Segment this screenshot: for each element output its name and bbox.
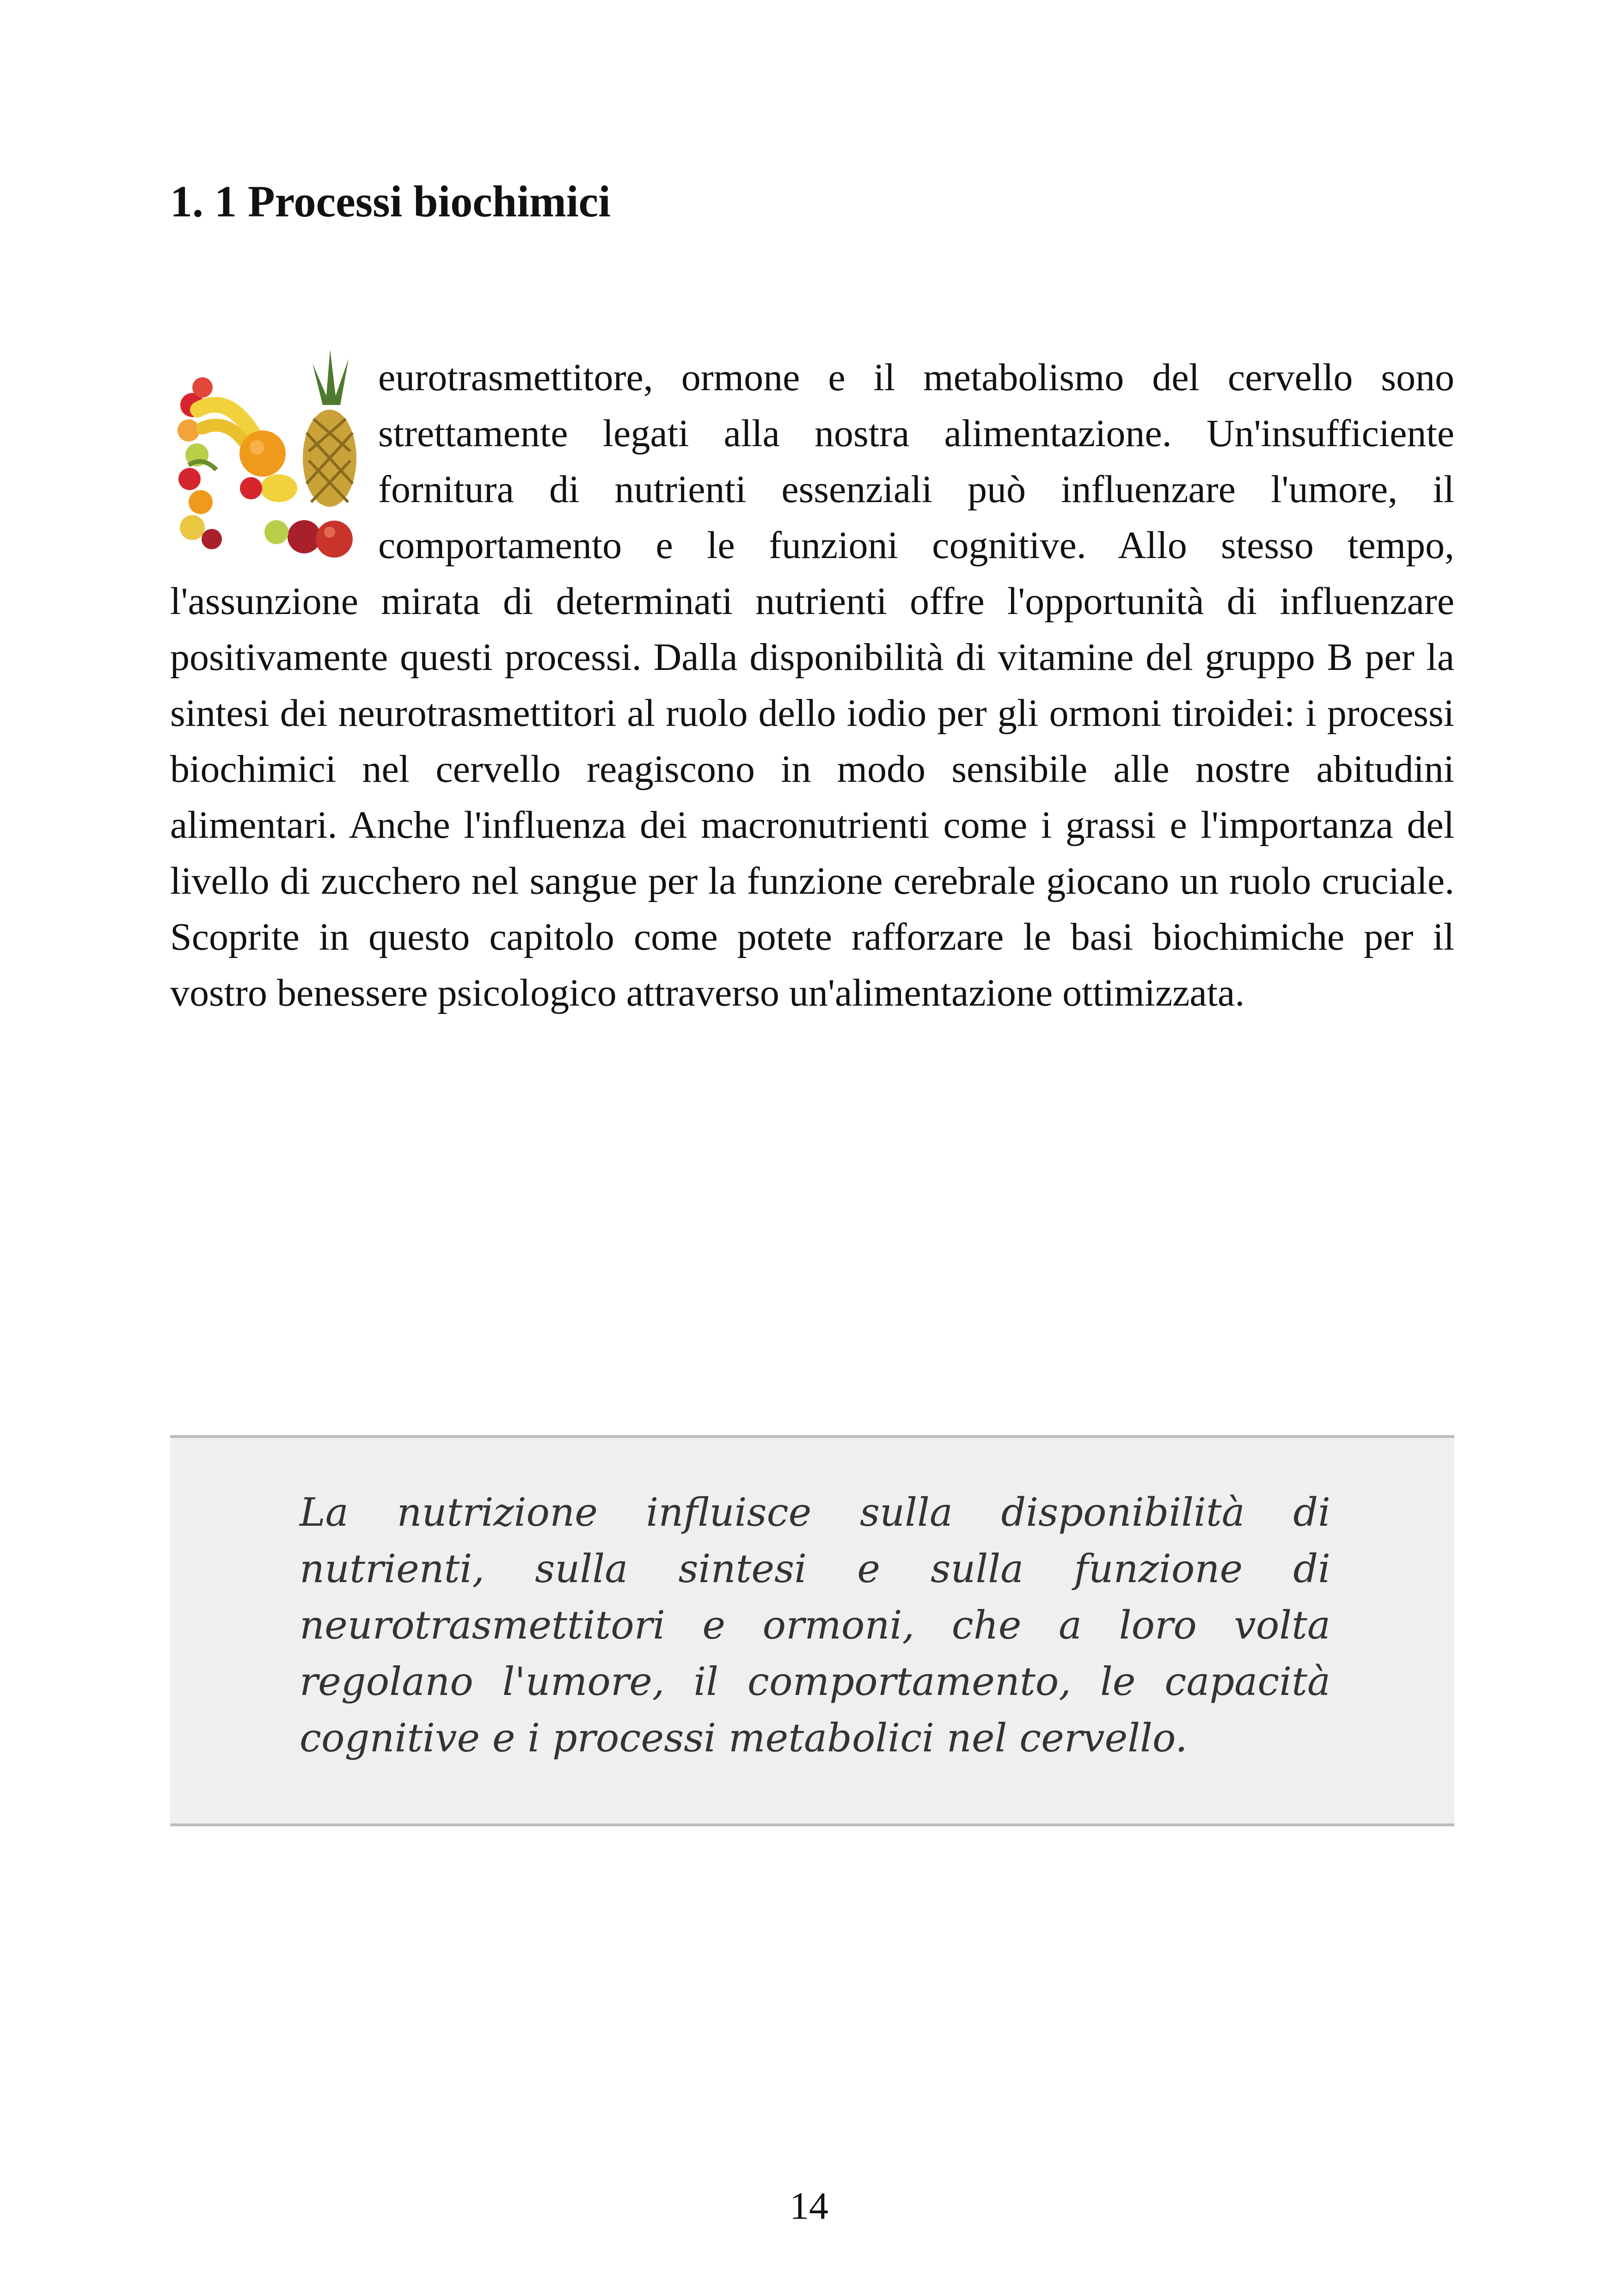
- fruit-letter-n-illustration: [170, 350, 364, 562]
- quote-text: La nutrizione influisce sulla disponibilità di nutrienti, sulla sintesi e sulla funzione di neurotrasmettitori e ormoni, che a loro volta regolano l'umore, il comportamento, le capacità cognitive e i processi metabolici nel cervello.: [300, 1490, 1330, 1761]
- section-heading: 1. 1 Processi biochimici: [170, 177, 611, 226]
- drop-cap-fruit-n: [170, 350, 364, 562]
- pineapple: [303, 350, 356, 507]
- diagonal-fruit-stroke: [198, 405, 297, 502]
- intro-paragraph: [170, 350, 1454, 1021]
- intro-paragraph-text: eurotrasmettitore, ormone e il metabolismo del cervello sono strettamente legati alla nostra alimentazione. Un'insufficiente fornitura di nutrienti essenziali può influenzare l'umore, il comportamento e le funzioni cognitive. Allo stesso tempo, l'assunzione mirata di determinati nutrienti offre l'opportunità di influenzare positivamente questi processi. Dalla disponibilità di vitamine del gruppo B per la sintesi dei neurotrasmettitori al ruolo dello iodio per gli ormoni tiroidei: i processi biochimici nel cervello reagiscono in modo sensibile alle nostre abitudini alimentari. Anche l'influenza dei macronutrienti come i grassi e l'importanza del livello di zucchero nel sangue per la funzione cerebrale giocano un ruolo cruciale. Scoprite in questo capitolo come potete rafforzare le basi biochimiche per il vostro benessere psicologico attraverso un'alimentazione ottimizzata.: [170, 356, 1454, 1014]
- quote-callout-box: [170, 1435, 1454, 1826]
- page-number: 14: [790, 2185, 828, 2228]
- bottom-apples: [264, 520, 353, 558]
